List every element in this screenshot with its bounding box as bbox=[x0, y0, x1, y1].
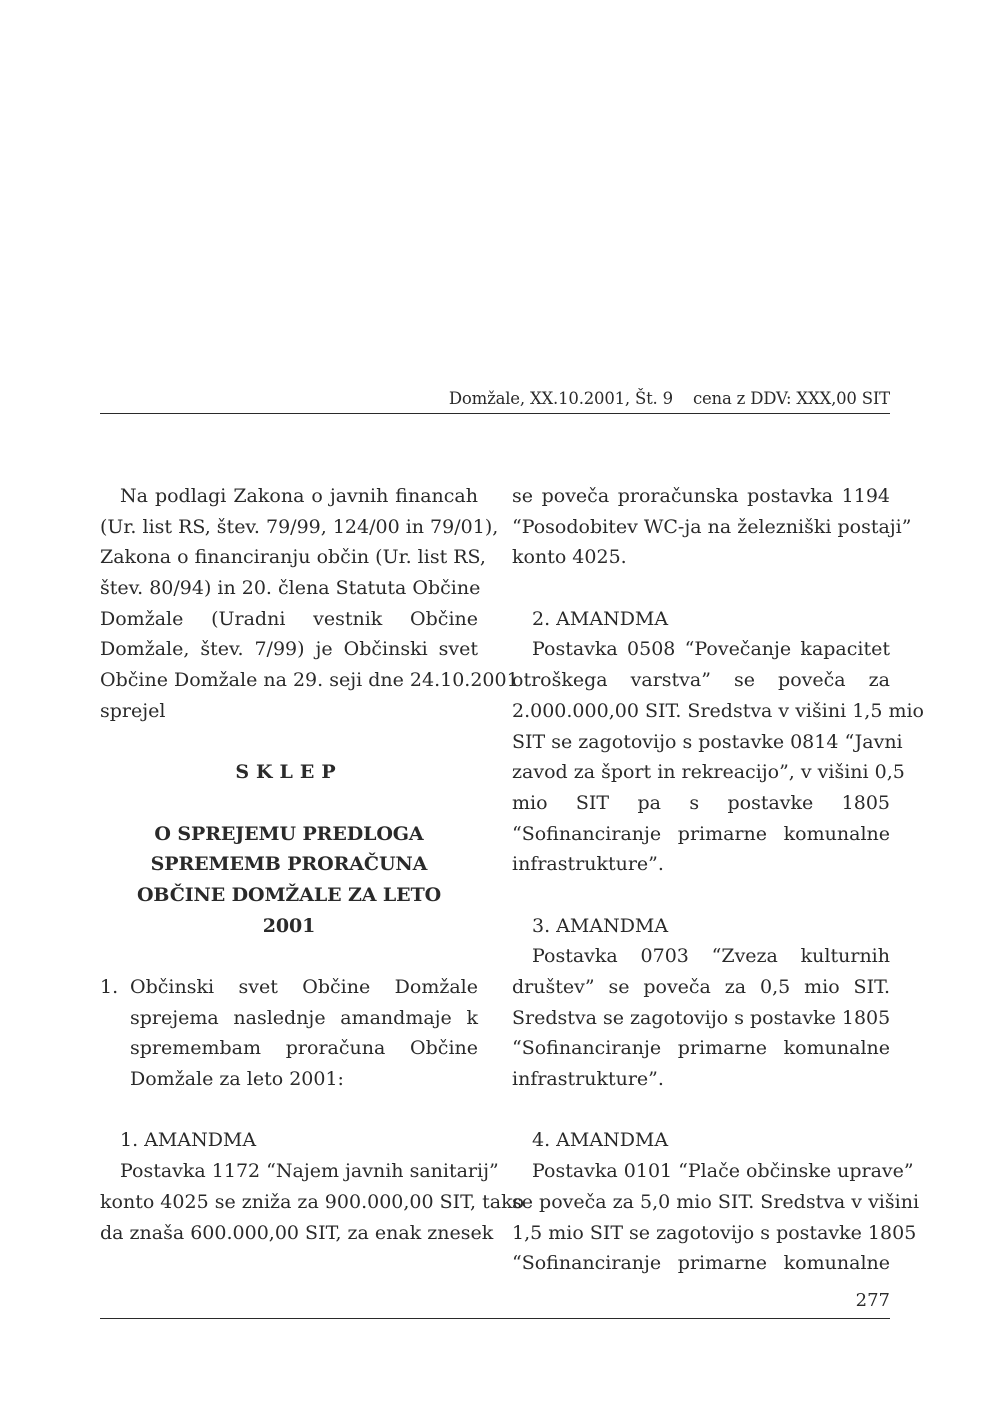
intro-line: Zakona o financiranju občin (Ur. list RS, bbox=[100, 546, 486, 569]
amandma-2-line: SIT se zagotovijo s postavke 0814 “Javni bbox=[512, 730, 903, 753]
amandma-4-line: “Sofinanciranje primarne komunalne bbox=[512, 1252, 890, 1275]
amandma-2-line: infrastrukture”. bbox=[512, 853, 664, 876]
list-number: 1. bbox=[100, 976, 119, 998]
amandma-1-line: konto 4025 se zniža za 900.000,00 SIT, tako bbox=[100, 1190, 525, 1213]
intro-paragraph bbox=[100, 481, 519, 727]
numbered-item bbox=[100, 972, 478, 1095]
amandma-1-line: Postavka 1172 “Najem javnih sanitarij” bbox=[120, 1160, 499, 1183]
page-header bbox=[100, 386, 890, 414]
continuation-line: se poveča proračunska postavka 1194 bbox=[512, 485, 890, 507]
header-text bbox=[449, 389, 890, 408]
amandma-3-line: Sredstva se zagotovijo s postavke 1805 bbox=[512, 1006, 891, 1029]
price-info: cena z DDV: XXX,00 SIT bbox=[692, 389, 890, 408]
amandma-4-line: 1,5 mio SIT se zagotovijo s postavke 1805 bbox=[512, 1221, 917, 1244]
continuation-line: “Posodobitev WC-ja na železniški postaji” bbox=[512, 515, 912, 538]
header-rule bbox=[100, 413, 890, 414]
amandma-3-line: infrastrukture”. bbox=[512, 1068, 664, 1091]
title-line: O SPREJEMU PREDLOGA bbox=[154, 822, 424, 845]
page-number: 277 bbox=[855, 1290, 890, 1311]
amandma-1-heading: 1. AMANDMA bbox=[120, 1129, 257, 1152]
continuation-line: konto 4025. bbox=[512, 546, 627, 569]
amandma-3-line: društev” se poveča za 0,5 mio SIT. bbox=[512, 976, 890, 998]
title-line: SPREMEMB PRORAČUNA bbox=[150, 853, 428, 876]
title-line: OBČINE DOMŽALE ZA LETO bbox=[136, 883, 442, 906]
amandma-2-line: mio SIT pa s postavke 1805 bbox=[512, 791, 890, 814]
amandma-4-heading: 4. AMANDMA bbox=[532, 1129, 669, 1152]
issue-info: Domžale, XX.10.2001, Št. 9 bbox=[448, 389, 673, 408]
list-line: Domžale za leto 2001: bbox=[130, 1068, 344, 1091]
list-line: Občinski svet Občine Domžale bbox=[130, 976, 478, 998]
intro-line: štev. 80/94) in 20. člena Statuta Občine bbox=[100, 577, 481, 600]
amandma-2-heading: 2. AMANDMA bbox=[532, 607, 669, 630]
footer-rule bbox=[100, 1318, 890, 1319]
intro-line: Na podlagi Zakona o javnih financah bbox=[120, 485, 478, 507]
intro-line: sprejel bbox=[100, 699, 166, 722]
document-title bbox=[100, 819, 478, 942]
amandma-2-line: 2.000.000,00 SIT. Sredstva v višini 1,5 mio bbox=[512, 699, 924, 722]
amandma-4-line: Postavka 0101 “Plače občinske uprave” bbox=[532, 1160, 914, 1183]
left-column bbox=[100, 481, 525, 1248]
list-line: sprejema naslednje amandmaje k bbox=[130, 1006, 478, 1029]
intro-line: Občine Domžale na 29. seji dne 24.10.2001 bbox=[100, 669, 519, 692]
amandma-3-heading: 3. AMANDMA bbox=[532, 914, 669, 937]
intro-line: Domžale, štev. 7/99) je Občinski svet bbox=[100, 638, 478, 661]
amandma-3-line: Postavka 0703 “Zveza kulturnih bbox=[532, 945, 890, 968]
sklep-heading: SKLEP bbox=[235, 761, 343, 784]
amandma-2-line: “Sofinanciranje primarne komunalne bbox=[512, 822, 890, 845]
amandma-4-line: se poveča za 5,0 mio SIT. Sredstva v višini bbox=[512, 1190, 920, 1213]
amandma-2-line: Postavka 0508 “Povečanje kapacitet bbox=[532, 638, 890, 661]
amandma-2-line: otroškega varstva” se poveča za bbox=[512, 669, 890, 692]
intro-line: Domžale (Uradni vestnik Občine bbox=[100, 607, 478, 630]
intro-line: (Ur. list RS, štev. 79/99, 124/00 in 79/01), bbox=[100, 515, 499, 538]
title-line: 2001 bbox=[262, 914, 316, 937]
amandma-3-line: “Sofinanciranje primarne komunalne bbox=[512, 1037, 890, 1060]
right-column bbox=[512, 481, 924, 1279]
list-line: spremembam proračuna Občine bbox=[130, 1037, 478, 1060]
amandma-2-line: zavod za šport in rekreacijo”, v višini 0,5 bbox=[512, 761, 905, 784]
amandma-1-line: da znaša 600.000,00 SIT, za enak znesek bbox=[100, 1221, 494, 1244]
